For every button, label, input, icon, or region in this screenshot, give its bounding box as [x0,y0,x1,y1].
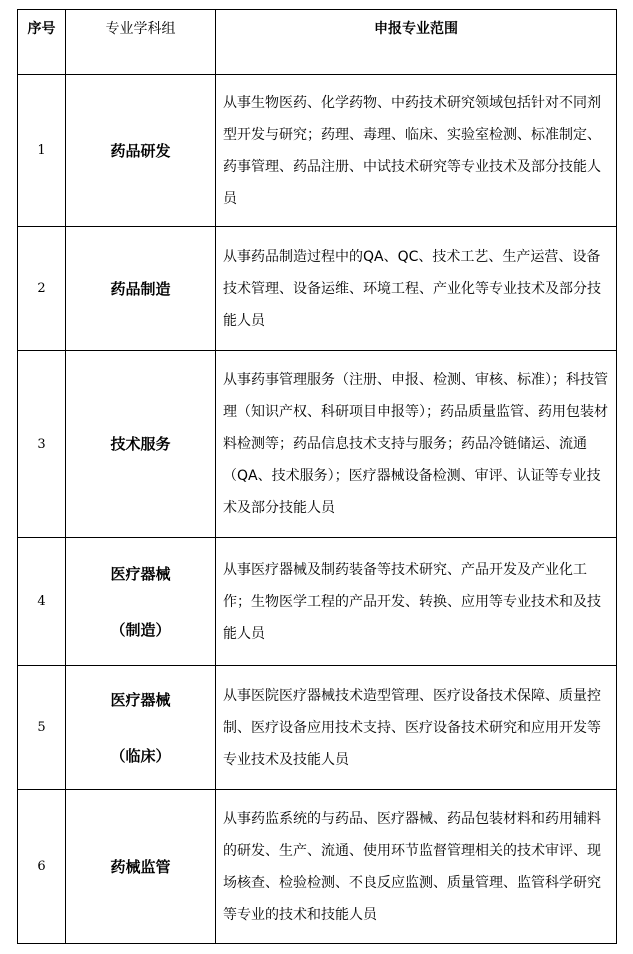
table-row [18,790,617,944]
row-group [66,351,216,538]
row-scope: 从事医院医疗器械技术造型管理、医疗设备技术保障、质量控制、医疗设备应用技术支持、医疗设备技术研究和应用开发等专业技术及技能人员 [216,666,617,790]
row-seq: 1 [18,75,66,227]
row-seq: 3 [18,351,66,538]
header-seq: 序号 [18,10,66,75]
group-label: 药品研发 [110,141,171,160]
table-row [18,227,617,351]
row-scope: 从事医疗器械及制药装备等技术研究、产品开发及产业化工作；生物医学工程的产品开发、转换、应用等专业技术和及技能人员 [216,538,617,666]
row-scope: 从事药事管理服务（注册、申报、检测、审核、标准）；科技管理（知识产权、科研项目申报等）；药品质量监管、药用包装材料检测等；药品信息技术支持与服务；药品冷链储运、流通（QA、技术服务）；医疗器械设备检测、审评、认证等专业技术及部分技能人员 [216,351,617,538]
row-scope: 从事生物医药、化学药物、中药技术研究领域包括针对不同剂型开发与研究；药理、毒理、临床、实验室检测、标准制定、药事管理、药品注册、中试技术研究等专业技术及部分技能人员 [216,75,617,227]
header-group: 专业学科组 [66,10,216,75]
row-group [66,790,216,944]
group-label: 药品制造 [110,279,171,298]
group-sublabel: （临床） [110,746,171,765]
group-label: 药械监管 [110,857,171,876]
header-scope: 申报专业范围 [216,10,617,75]
row-seq: 6 [18,790,66,944]
table-row [18,666,617,790]
header-row [18,10,617,75]
table-row [18,351,617,538]
row-scope: 从事药品制造过程中的QA、QC、技术工艺、生产运营、设备技术管理、设备运维、环境工程、产业化等专业技术及部分技能人员 [216,227,617,351]
row-scope: 从事药监系统的与药品、医疗器械、药品包装材料和药用辅料的研发、生产、流通、使用环节监督管理相关的技术审评、现场核查、检验检测、不良反应监测、质量管理、监管科学研究等专业的技术和技能人员 [216,790,617,944]
row-group [66,75,216,227]
row-seq: 2 [18,227,66,351]
row-group [66,227,216,351]
group-label: 医疗器械 [110,690,171,709]
group-label: 技术服务 [110,435,171,453]
row-group [66,666,216,790]
table-row [18,75,617,227]
row-group [66,538,216,666]
group-label: 医疗器械 [110,564,171,583]
row-seq: 5 [18,666,66,790]
group-sublabel: （制造） [110,620,171,639]
row-seq: 4 [18,538,66,666]
specialty-table [17,9,617,944]
table-row [18,538,617,666]
